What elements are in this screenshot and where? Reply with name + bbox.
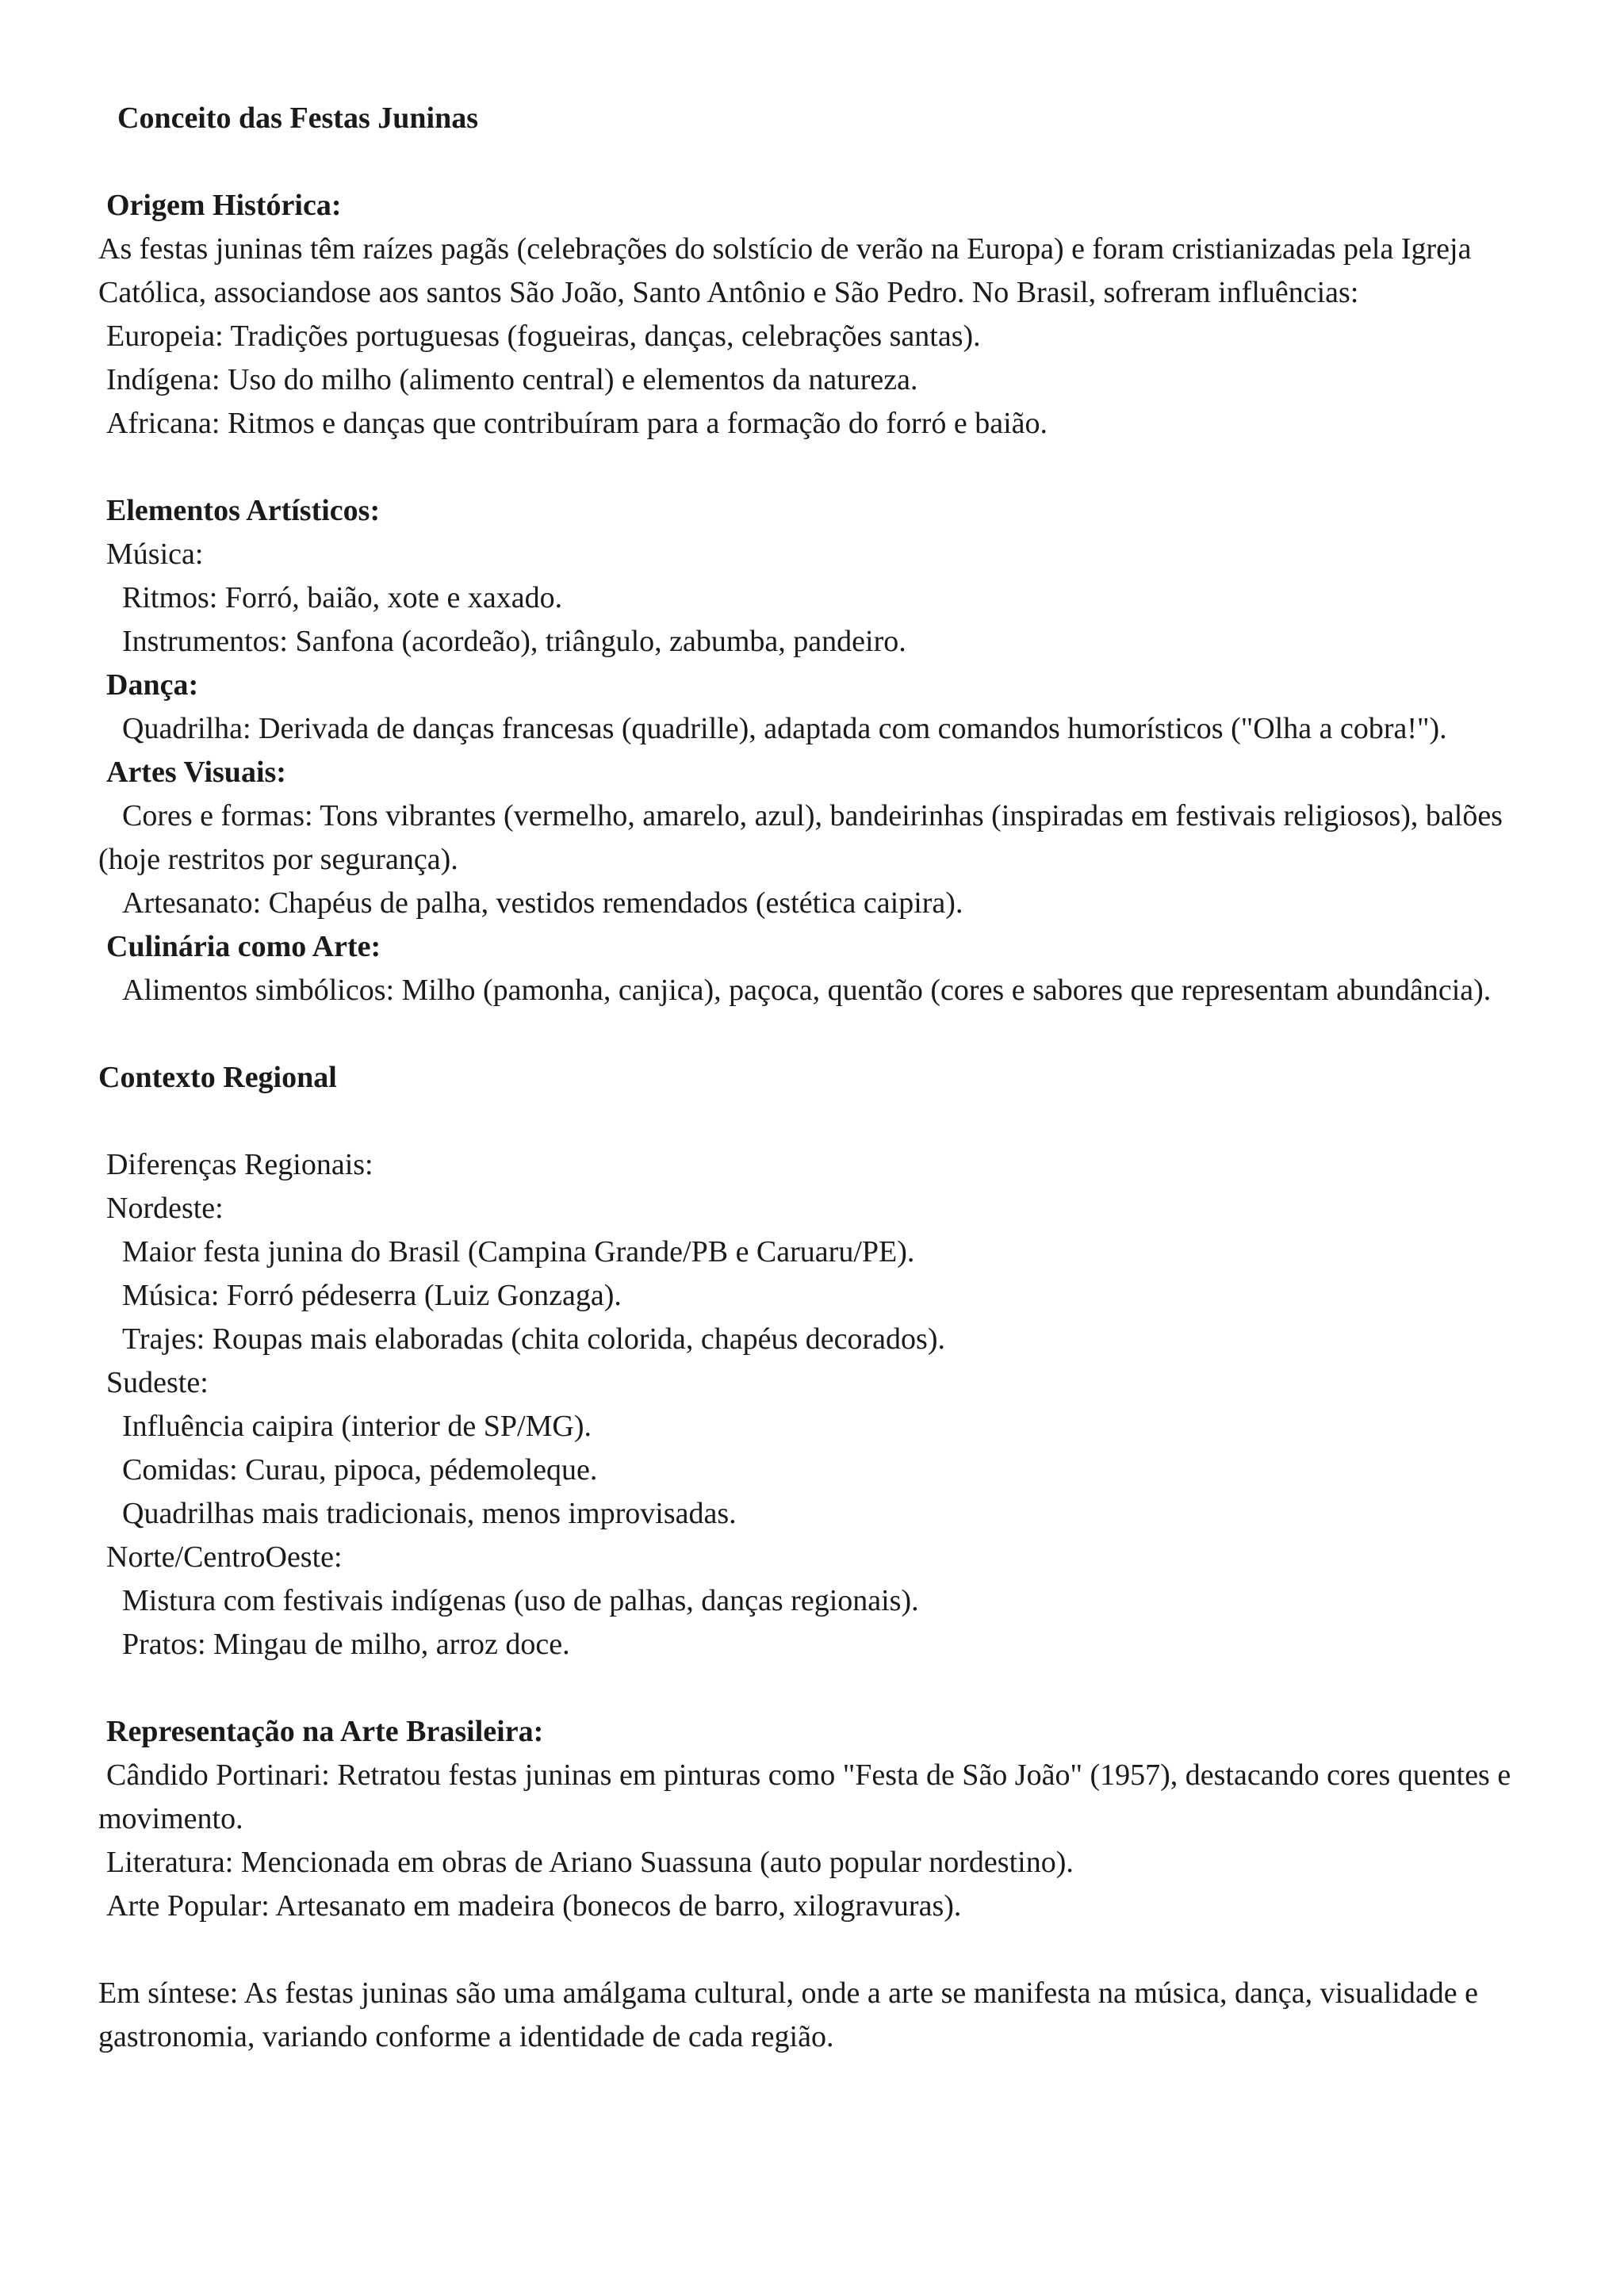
representacao-portinari: Cândido Portinari: Retratou festas juninas em pinturas como "Festa de São João" (1957), destacando cores quentes e movimento. [98,1758,1519,1835]
spacer [98,1100,1534,1143]
musica-ritmos: Ritmos: Forró, baião, xote e xaxado. [122,581,563,614]
culinaria-alimentos: Alimentos simbólicos: Milho (pamonha, canjica), paçoca, quentão (cores e sabores que representam abundância). [122,974,1492,1007]
sudeste-item: Comidas: Curau, pipoca, pédemoleque. [122,1453,598,1487]
origem-item-africana: Africana: Ritmos e danças que contribuíram para a formação do forró e baião. [106,407,1048,440]
artes-artesanato: Artesanato: Chapéus de palha, vestidos remendados (estética caipira). [122,886,963,920]
sudeste-item: Influência caipira (interior de SP/MG). [122,1410,592,1443]
spacer [98,140,1534,184]
nordeste-item: Música: Forró pédeserra (Luiz Gonzaga). [122,1279,622,1312]
origem-heading: Origem Histórica: [106,189,342,222]
contexto-heading: Contexto Regional [98,1061,337,1094]
origem-item-indigena: Indígena: Uso do milho (alimento central) e elementos da natureza. [106,363,918,396]
spacer [98,446,1534,489]
danca-quadrilha: Quadrilha: Derivada de danças francesas (quadrille), adaptada com comandos humorísticos ("Olha a cobra!"). [122,712,1447,745]
representacao-heading: Representação na Arte Brasileira: [106,1715,544,1748]
musica-label: Música: [106,538,204,571]
norte-item: Mistura com festivais indígenas (uso de palhas, danças regionais). [122,1584,919,1617]
spacer [98,1667,1534,1710]
document-title: Conceito das Festas Juninas [117,101,478,135]
document-body [98,97,1534,2059]
spacer [98,1012,1534,1056]
origem-paragraph: As festas juninas têm raízes pagãs (celebrações do solstício de verão na Europa) e foram cristianizadas pela Igreja Católica, associandose aos santos São João, Santo Antônio e São Pedro. No Brasil, sofreram influências: [98,232,1479,309]
spacer [98,1928,1534,1972]
origem-item-europeia: Europeia: Tradições portuguesas (fogueiras, danças, celebrações santas). [106,320,981,353]
representacao-arte-popular: Arte Popular: Artesanato em madeira (bonecos de barro, xilogravuras). [106,1889,962,1923]
sudeste-label: Sudeste: [106,1366,209,1399]
elementos-heading: Elementos Artísticos: [106,494,381,527]
artes-cores: Cores e formas: Tons vibrantes (vermelho, amarelo, azul), bandeirinhas (inspiradas em festivais religiosos), balões (hoje restritos por segurança). [98,799,1511,876]
sudeste-item: Quadrilhas mais tradicionais, menos improvisadas. [122,1497,737,1530]
nordeste-item: Maior festa junina do Brasil (Campina Grande/PB e Caruaru/PE). [122,1235,915,1269]
artes-label: Artes Visuais: [106,756,286,789]
representacao-literatura: Literatura: Mencionada em obras de Ariano Suassuna (auto popular nordestino). [106,1846,1074,1879]
nordeste-item: Trajes: Roupas mais elaboradas (chita colorida, chapéus decorados). [122,1322,945,1356]
norte-item: Pratos: Mingau de milho, arroz doce. [122,1628,570,1661]
culinaria-label: Culinária como Arte: [106,930,381,963]
musica-instrumentos: Instrumentos: Sanfona (acordeão), triângulo, zabumba, pandeiro. [122,625,906,658]
norte-label: Norte/CentroOeste: [106,1540,343,1574]
sintese-paragraph: Em síntese: As festas juninas são uma amálgama cultural, onde a arte se manifesta na música, dança, visualidade e gastronomia, variando conforme a identidade de cada região. [98,1976,1486,2053]
diferencas-label: Diferenças Regionais: [106,1148,373,1181]
danca-label: Dança: [106,668,199,702]
nordeste-label: Nordeste: [106,1192,224,1225]
